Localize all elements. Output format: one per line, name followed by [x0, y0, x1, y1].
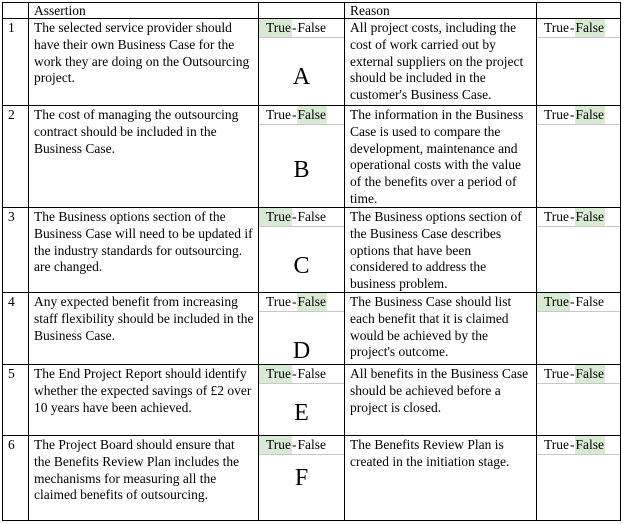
assertion-true-false-selector: [259, 365, 344, 384]
assertion-false-option[interactable]: False: [297, 294, 327, 309]
reason-text: The Business Case should list each benefit that it is claimed would be achieved by the project's outcome.: [350, 294, 512, 360]
reason-option-separator: -: [570, 107, 575, 122]
row-number-cell: [2, 19, 29, 106]
reason-choice-cell: [537, 293, 621, 365]
reason-true-option[interactable]: True: [537, 293, 570, 311]
assertion-choice-cell: [259, 436, 345, 521]
reason-text: All project costs, including the cost of work carried out by external suppliers on the project should be included in the customer's Business Case.: [350, 20, 524, 103]
assertion-choice-cell: [259, 208, 345, 293]
row-number-cell: [2, 365, 29, 436]
reason-option-separator: -: [570, 366, 575, 381]
reason-text: The information in the Business Case is used to compare the development, maintenance and operational costs with the value of the benefits over a period of time.: [350, 107, 524, 206]
reason-true-option[interactable]: True: [544, 209, 570, 224]
row-number: 6: [8, 437, 15, 452]
assertion-false-option[interactable]: False: [297, 366, 327, 381]
assertion-text: The selected service provider should have their own Business Case for the work they are doing on the Outsourcing project.: [34, 20, 250, 86]
reason-choice-cell: [537, 19, 621, 106]
row-number-cell: [2, 208, 29, 293]
reason-false-option[interactable]: False: [575, 437, 605, 452]
answer-letter: B: [293, 157, 310, 183]
row-number: 4: [8, 294, 15, 309]
header-assertion-cell: [29, 2, 259, 19]
reason-true-option[interactable]: True: [544, 20, 570, 35]
answer-letter: A: [292, 64, 311, 90]
reason-cell: [345, 208, 537, 293]
assertion-choice-cell: [259, 106, 345, 208]
assertion-cell: [29, 436, 259, 521]
reason-false-option[interactable]: False: [575, 20, 605, 35]
assertion-true-option[interactable]: True: [266, 294, 292, 309]
reason-choice-cell: [537, 208, 621, 293]
assertion-text: The Project Board should ensure that the Benefits Review Plan includes the mechanisms for measuring all the claimed benefits of outsourcing.: [34, 437, 240, 503]
row-number-cell: [2, 436, 29, 521]
table-row: [2, 208, 621, 293]
reason-true-false-selector: [537, 106, 620, 125]
reason-true-false-selector: [537, 19, 620, 38]
reason-choice-cell: [537, 365, 621, 436]
assertion-text: The cost of managing the outsourcing contract should be included in the Business Case.: [34, 107, 239, 156]
reason-cell: [345, 436, 537, 521]
header-reason-choice-cell: [537, 2, 621, 19]
header-assertion: Assertion: [34, 3, 86, 18]
assertion-choice-cell: [259, 365, 345, 436]
reason-cell: [345, 293, 537, 365]
assertion-false-option[interactable]: False: [297, 209, 327, 224]
reason-choice-cell: [537, 106, 621, 208]
assertion-option-separator: -: [292, 294, 297, 309]
assertion-option-separator: -: [292, 209, 297, 224]
table-row: [2, 293, 621, 365]
row-number-cell: [2, 293, 29, 365]
assertion-false-option[interactable]: False: [297, 107, 327, 122]
reason-cell: [345, 106, 537, 208]
assertion-option-separator: -: [292, 366, 297, 381]
assertion-true-option[interactable]: True: [266, 107, 292, 122]
assertion-cell: [29, 106, 259, 208]
reason-choice-cell: [537, 436, 621, 521]
reason-true-false-selector: [537, 293, 620, 312]
reason-false-option[interactable]: False: [575, 294, 605, 309]
reason-true-option[interactable]: True: [544, 437, 570, 452]
reason-true-false-selector: [537, 365, 620, 384]
assertion-cell: [29, 293, 259, 365]
assertion-choice-cell: [259, 293, 345, 365]
reason-false-option[interactable]: False: [575, 366, 605, 381]
reason-text: The Business options section of the Business Case describes options that have been considered to address the business problem.: [350, 209, 522, 292]
assertion-true-false-selector: [259, 436, 344, 455]
header-number-cell: [2, 2, 29, 19]
reason-cell: [345, 19, 537, 106]
assertion-true-false-selector: [259, 208, 344, 227]
reason-text: All benefits in the Business Case should be achieved before a project is closed.: [350, 366, 529, 415]
reason-true-option[interactable]: True: [544, 366, 570, 381]
assertion-option-separator: -: [292, 107, 297, 122]
header-reason: Reason: [350, 3, 390, 18]
reason-true-false-selector: [537, 436, 620, 455]
reason-option-separator: -: [570, 20, 575, 35]
table-row: [2, 436, 621, 521]
assertion-cell: [29, 19, 259, 106]
reason-option-separator: -: [570, 294, 575, 309]
row-number: 2: [8, 107, 15, 122]
assertion-text: The Business options section of the Business Case will need to be updated if the industry standards for outsourcing. are changed.: [34, 209, 253, 275]
reason-false-option[interactable]: False: [575, 107, 605, 122]
assertion-true-false-selector: [259, 106, 344, 125]
reason-true-option[interactable]: True: [544, 107, 570, 122]
assertion-text: Any expected benefit from increasing staff flexibility should be included in the Business Case.: [34, 294, 254, 343]
answer-letter: C: [293, 253, 310, 279]
reason-option-separator: -: [570, 437, 575, 452]
assertion-true-option[interactable]: True: [259, 208, 292, 226]
reason-text: The Benefits Review Plan is created in the initiation stage.: [350, 437, 510, 469]
assertion-true-false-selector: [259, 19, 344, 38]
assertion-choice-cell: [259, 19, 345, 106]
answer-letter: E: [294, 400, 309, 426]
reason-cell: [345, 365, 537, 436]
row-number-cell: [2, 106, 29, 208]
assertion-true-option[interactable]: True: [259, 19, 292, 37]
assertion-false-option[interactable]: False: [297, 437, 327, 452]
answer-letter: D: [292, 338, 311, 364]
table-row: [2, 365, 621, 436]
row-number: 5: [8, 366, 15, 381]
assertion-false-option[interactable]: False: [297, 20, 327, 35]
assertion-reason-table: [2, 2, 621, 521]
answer-letter: F: [294, 465, 309, 491]
reason-option-separator: -: [570, 209, 575, 224]
assertion-option-separator: -: [292, 437, 297, 452]
row-number: 1: [8, 20, 15, 35]
header-reason-cell: [345, 2, 537, 19]
reason-true-false-selector: [537, 208, 620, 227]
assertion-true-option[interactable]: True: [259, 436, 292, 454]
table-row: [2, 106, 621, 208]
reason-false-option[interactable]: False: [575, 209, 605, 224]
assertion-text: The End Project Report should identify whether the expected savings of £2 over 10 years have been achieved.: [34, 366, 252, 415]
assertion-true-false-selector: [259, 293, 344, 312]
assertion-cell: [29, 365, 259, 436]
header-assertion-choice-cell: [259, 2, 345, 19]
table-header: [2, 2, 621, 19]
assertion-true-option[interactable]: True: [259, 365, 292, 383]
assertion-cell: [29, 208, 259, 293]
assertion-option-separator: -: [292, 20, 297, 35]
table-row: [2, 19, 621, 106]
row-number: 3: [8, 209, 15, 224]
